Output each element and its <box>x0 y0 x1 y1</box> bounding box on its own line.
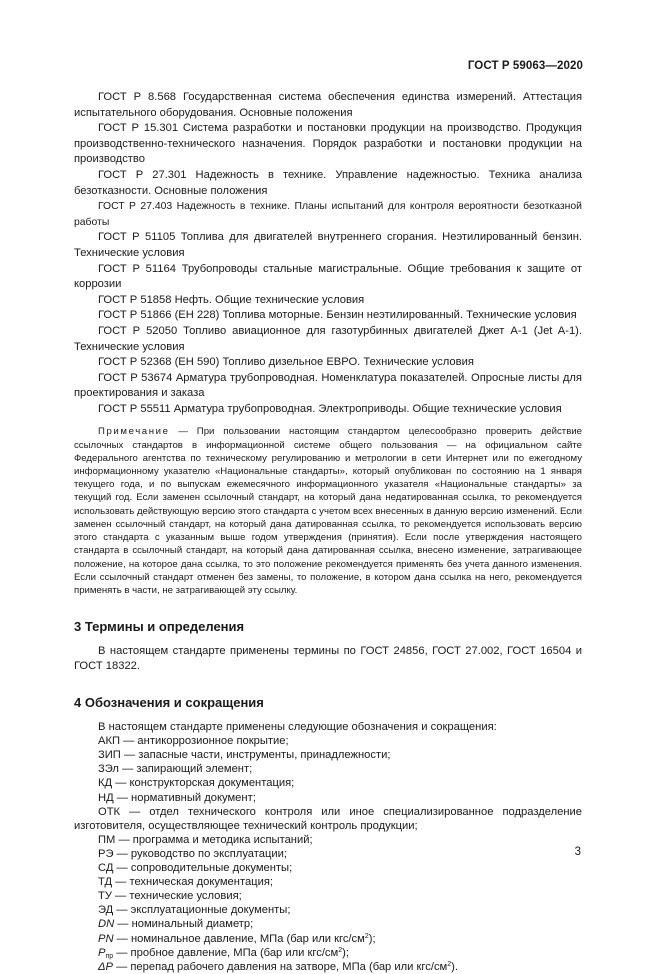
symbol-ppr-end: ); <box>342 946 349 959</box>
section-3-body <box>74 644 582 673</box>
section-4-heading: 4 Обозначения и сокращения <box>74 695 264 711</box>
abbreviations-list <box>74 720 582 974</box>
abbreviation-item: ОТК — отдел технического контроля или иное специализированное подразделение изготовителя, осуществляющее технический контроль продукции; <box>74 805 582 832</box>
symbol-dn: DN <box>98 918 115 931</box>
note-text: — При пользовании настоящим стандартом целесообразно проверить действие ссылочных стандартов в информационной системе общего пользования — на официальном сайте Федерального агентства по техническому регулированию и метрологии в сети Интернет или по ежегодному информационному указателю «Национальные стандарты», который опубликован по состоянию на 1 января текущего года, и по выпускам ежемесячного информационного указателя «Национальные стандарты» за текущий год. Если заменен ссылочный стандарт, на который дана недатированная ссылка, то рекомендуется использовать действующую версию этого стандарта с учетом всех внесенных в данную версию изменений. Если заменен ссылочный стандарт, на который дана датированная ссылка, то рекомендуется использовать версию этого стандарта с указанным выше годом утверждения (принятия). Если после утверждения настоящего стандарта в ссылочный стандарт, на который дана датированная ссылка, внесено изменение, затрагивающее положение, на которое дана ссылка, то это положение рекомендуется применять без учета данного изменения. Если ссылочный стандарт отменен без замены, то положение, в котором дана ссылка на него, рекомендуется применять в части, не затрагивающей эту ссылку. <box>74 426 582 596</box>
symbol-dp: ΔP <box>98 960 113 973</box>
symbol-item-dn <box>74 917 582 931</box>
reference-item: ГОСТ Р 27.403 Надежность в технике. Планы испытаний для контроля вероятности безотказной работы <box>74 201 582 228</box>
abbreviation-item: СД — сопроводительные документы; <box>98 862 293 875</box>
symbol-item-dp <box>74 960 582 974</box>
reference-item: ГОСТ Р 53674 Арматура трубопроводная. Номенклатура показателей. Опросные листы для проектирования и заказа <box>74 371 582 400</box>
section-3-paragraph: В настоящем стандарте применены термины по ГОСТ 24856, ГОСТ 27.002, ГОСТ 16504 и ГОСТ 18322. <box>74 645 582 672</box>
abbreviation-item: ТД — техническая документация; <box>98 876 273 889</box>
reference-item: ГОСТ Р 51858 Нефть. Общие технические условия <box>98 293 365 306</box>
symbol-item-ppr <box>74 946 582 960</box>
symbol-ppr: P <box>98 946 106 959</box>
page-content <box>74 90 582 974</box>
symbol-pn-end: ); <box>368 932 376 945</box>
abbreviation-item: КД — конструкторская документация; <box>98 777 295 790</box>
symbol-dn-text: — номинальный диаметр; <box>114 918 254 931</box>
reference-item: ГОСТ Р 51105 Топлива для двигателей внутреннего сгорания. Неэтилированный бензин. Технические условия <box>74 231 582 259</box>
symbol-item-pn <box>74 932 582 946</box>
symbol-pn: PN <box>98 932 114 945</box>
superscript: 2 <box>447 960 452 968</box>
symbol-ppr-text: — пробное давление, МПа (бар или кгс/см <box>113 946 339 959</box>
reference-item: ГОСТ Р 51164 Трубопроводы стальные магистральные. Общие требования к защите от коррозии <box>74 262 582 291</box>
abbreviation-item: ПМ — программа и методика испытаний; <box>98 833 313 846</box>
references-note <box>74 425 582 597</box>
superscript: 2 <box>364 932 369 940</box>
abbreviation-item: ТУ — технические условия; <box>98 890 242 903</box>
symbol-pn-text: — номинальное давление, МПа (бар или кгс/см <box>113 932 365 945</box>
page-number: 3 <box>574 846 581 858</box>
reference-item: ГОСТ Р 51866 (ЕН 228) Топлива моторные. Бензин неэтилированный. Технические условия <box>98 309 577 322</box>
reference-item: ГОСТ Р 15.301 Система разработки и постановки продукции на производство. Продукция производственно-технического назначения. Порядок разработки и постановки продукции на производство <box>74 122 582 166</box>
reference-item: ГОСТ Р 52368 (ЕН 590) Топливо дизельное ЕВРО. Технические условия <box>98 356 474 369</box>
reference-item: ГОСТ Р 52050 Топливо авиационное для газотурбинных двигателей Джет А-1 (Jet A-1). Технические условия <box>74 324 582 353</box>
document-code: ГОСТ Р 59063—2020 <box>467 60 583 72</box>
abbreviations-intro: В настоящем стандарте применены следующие обозначения и сокращения: <box>98 721 497 734</box>
reference-item: ГОСТ Р 27.301 Надежность в технике. Управление надежностью. Техника анализа безотказности. Основные положения <box>74 168 582 197</box>
abbreviation-item: ЭД — эксплуатационные документы; <box>98 904 291 917</box>
subscript: пр <box>105 952 114 960</box>
symbol-dp-end: ). <box>451 960 458 973</box>
symbol-dp-text: — перепад рабочего давления на затворе, МПа (бар или кгс/см <box>112 960 448 973</box>
note-label: Примечание <box>98 426 170 438</box>
reference-item: ГОСТ Р 8.568 Государственная система обеспечения единства измерений. Аттестация испытательного оборудования. Основные положения <box>74 91 582 119</box>
abbreviation-item: ЗЭл — запирающий элемент; <box>98 763 253 776</box>
section-3-heading: 3 Термины и определения <box>74 619 245 635</box>
abbreviation-item: РЭ — руководство по эксплуатации; <box>98 847 288 860</box>
reference-item: ГОСТ Р 55511 Арматура трубопроводная. Электроприводы. Общие технические условия <box>98 402 562 415</box>
superscript: 2 <box>338 946 343 954</box>
normative-references-list <box>74 90 582 417</box>
abbreviation-item: АКП — антикоррозионное покрытие; <box>98 735 289 748</box>
abbreviation-item: НД — нормативный документ; <box>98 791 256 804</box>
abbreviation-item: ЗИП — запасные части, инструменты, принадлежности; <box>98 749 391 762</box>
